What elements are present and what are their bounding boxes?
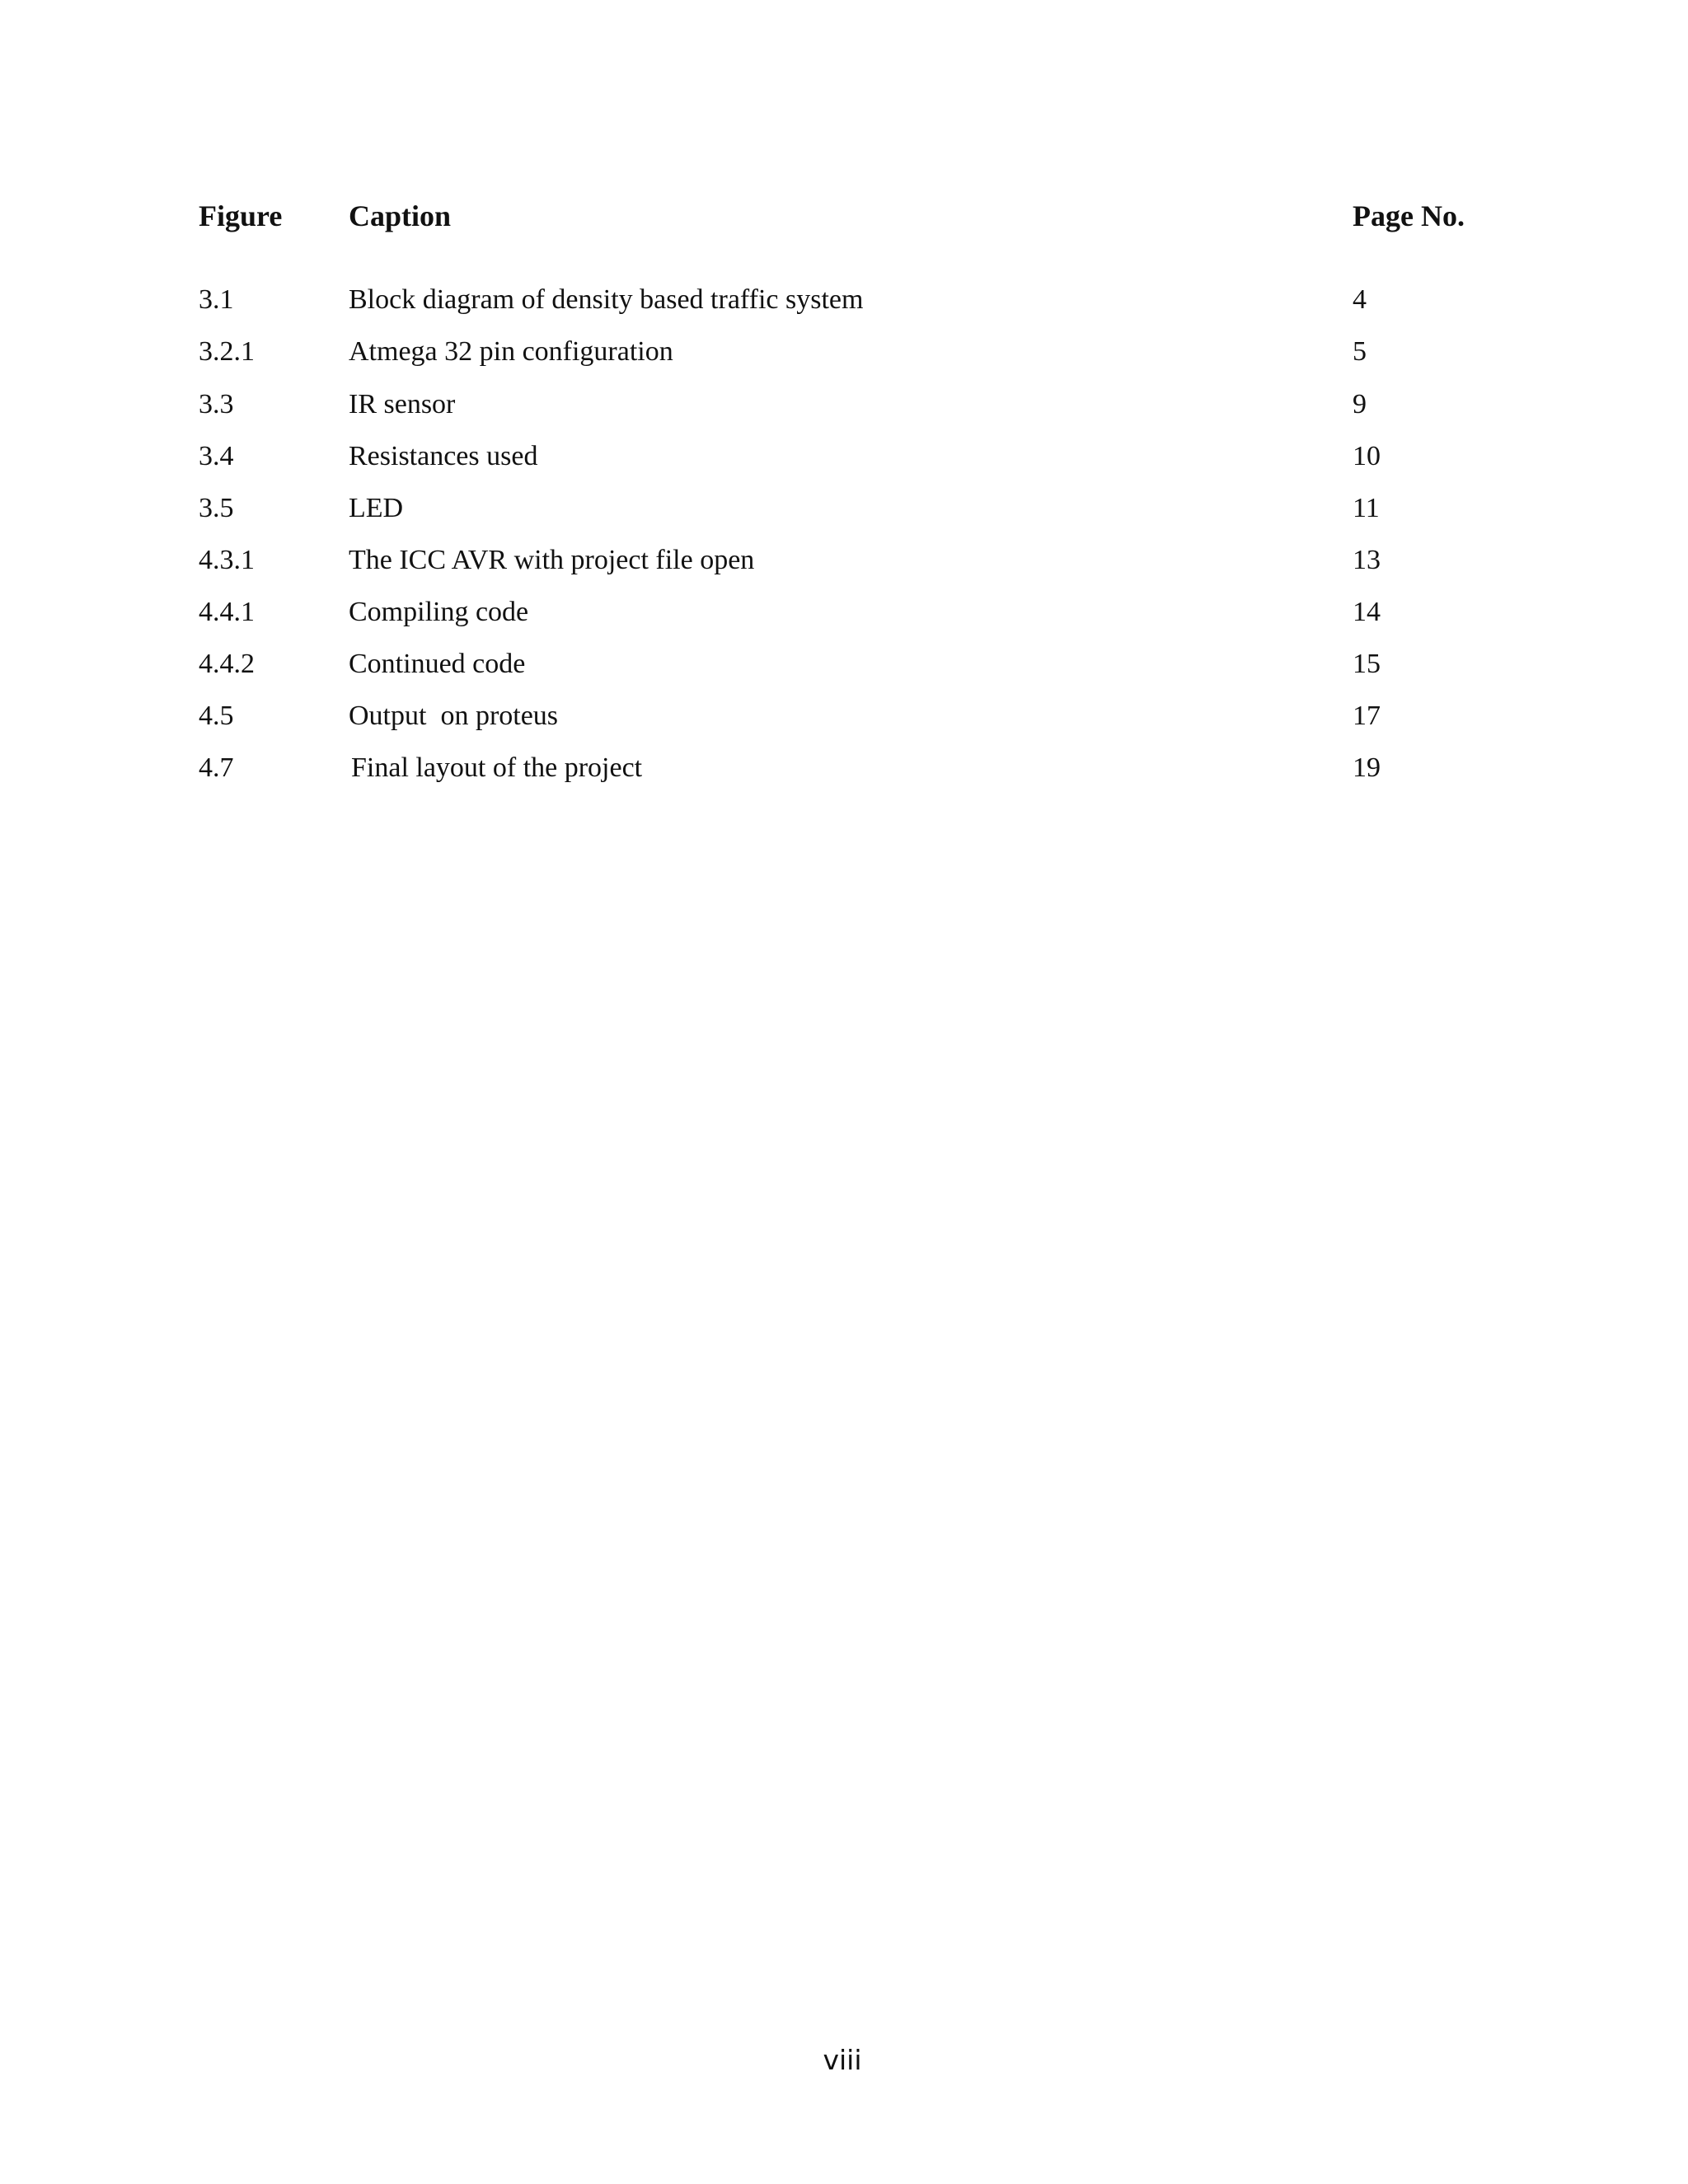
figure-entry: [0, 593, 1688, 634]
figure-column-header: Figure: [199, 199, 283, 232]
figure-entry: [0, 385, 1688, 426]
figure-number: 4.7: [199, 752, 234, 783]
figure-page-number: 10: [1353, 441, 1381, 471]
figure-entry: [0, 541, 1688, 582]
figure-page-number: 14: [1353, 597, 1381, 627]
figure-page-number: 17: [1353, 701, 1381, 731]
page-no-column-header: Page No.: [1353, 199, 1465, 232]
figure-number: 4.4.1: [199, 597, 255, 627]
figure-page-number: 19: [1353, 752, 1381, 783]
figure-number: 4.5: [199, 701, 234, 731]
figure-caption: The ICC AVR with project file open: [349, 545, 755, 575]
figure-caption: LED: [349, 493, 404, 523]
figure-caption: Output on proteus: [349, 701, 559, 731]
figure-caption: Compiling code: [349, 597, 529, 627]
figure-entry: [0, 748, 1688, 790]
figure-entry: [0, 644, 1688, 686]
figure-number: 3.3: [199, 389, 234, 419]
figure-number: 3.2.1: [199, 336, 255, 367]
figure-caption: IR sensor: [349, 389, 456, 419]
figure-entry: [0, 437, 1688, 478]
figure-number: 3.4: [199, 441, 234, 471]
figure-entry: [0, 489, 1688, 530]
page-number: viii: [823, 2044, 862, 2076]
figure-entry: [0, 332, 1688, 373]
figure-caption: Final layout of the project: [351, 752, 643, 783]
figure-caption: Resistances used: [349, 441, 538, 471]
figure-entry: [0, 280, 1688, 321]
figure-number: 4.3.1: [199, 545, 255, 575]
figure-caption: Atmega 32 pin configuration: [349, 336, 673, 367]
figure-page-number: 11: [1353, 493, 1380, 523]
figure-number: 4.4.2: [199, 649, 255, 679]
figure-page-number: 13: [1353, 545, 1381, 575]
figure-page-number: 9: [1353, 389, 1367, 419]
caption-column-header: Caption: [349, 199, 452, 232]
figure-page-number: 4: [1353, 284, 1367, 315]
figure-entry: [0, 696, 1688, 738]
figure-caption: Continued code: [349, 649, 526, 679]
figure-caption: Block diagram of density based traffic system: [349, 284, 864, 315]
figure-number: 3.1: [199, 284, 234, 315]
figure-page-number: 5: [1353, 336, 1367, 367]
figure-page-number: 15: [1353, 649, 1381, 679]
figure-number: 3.5: [199, 493, 234, 523]
